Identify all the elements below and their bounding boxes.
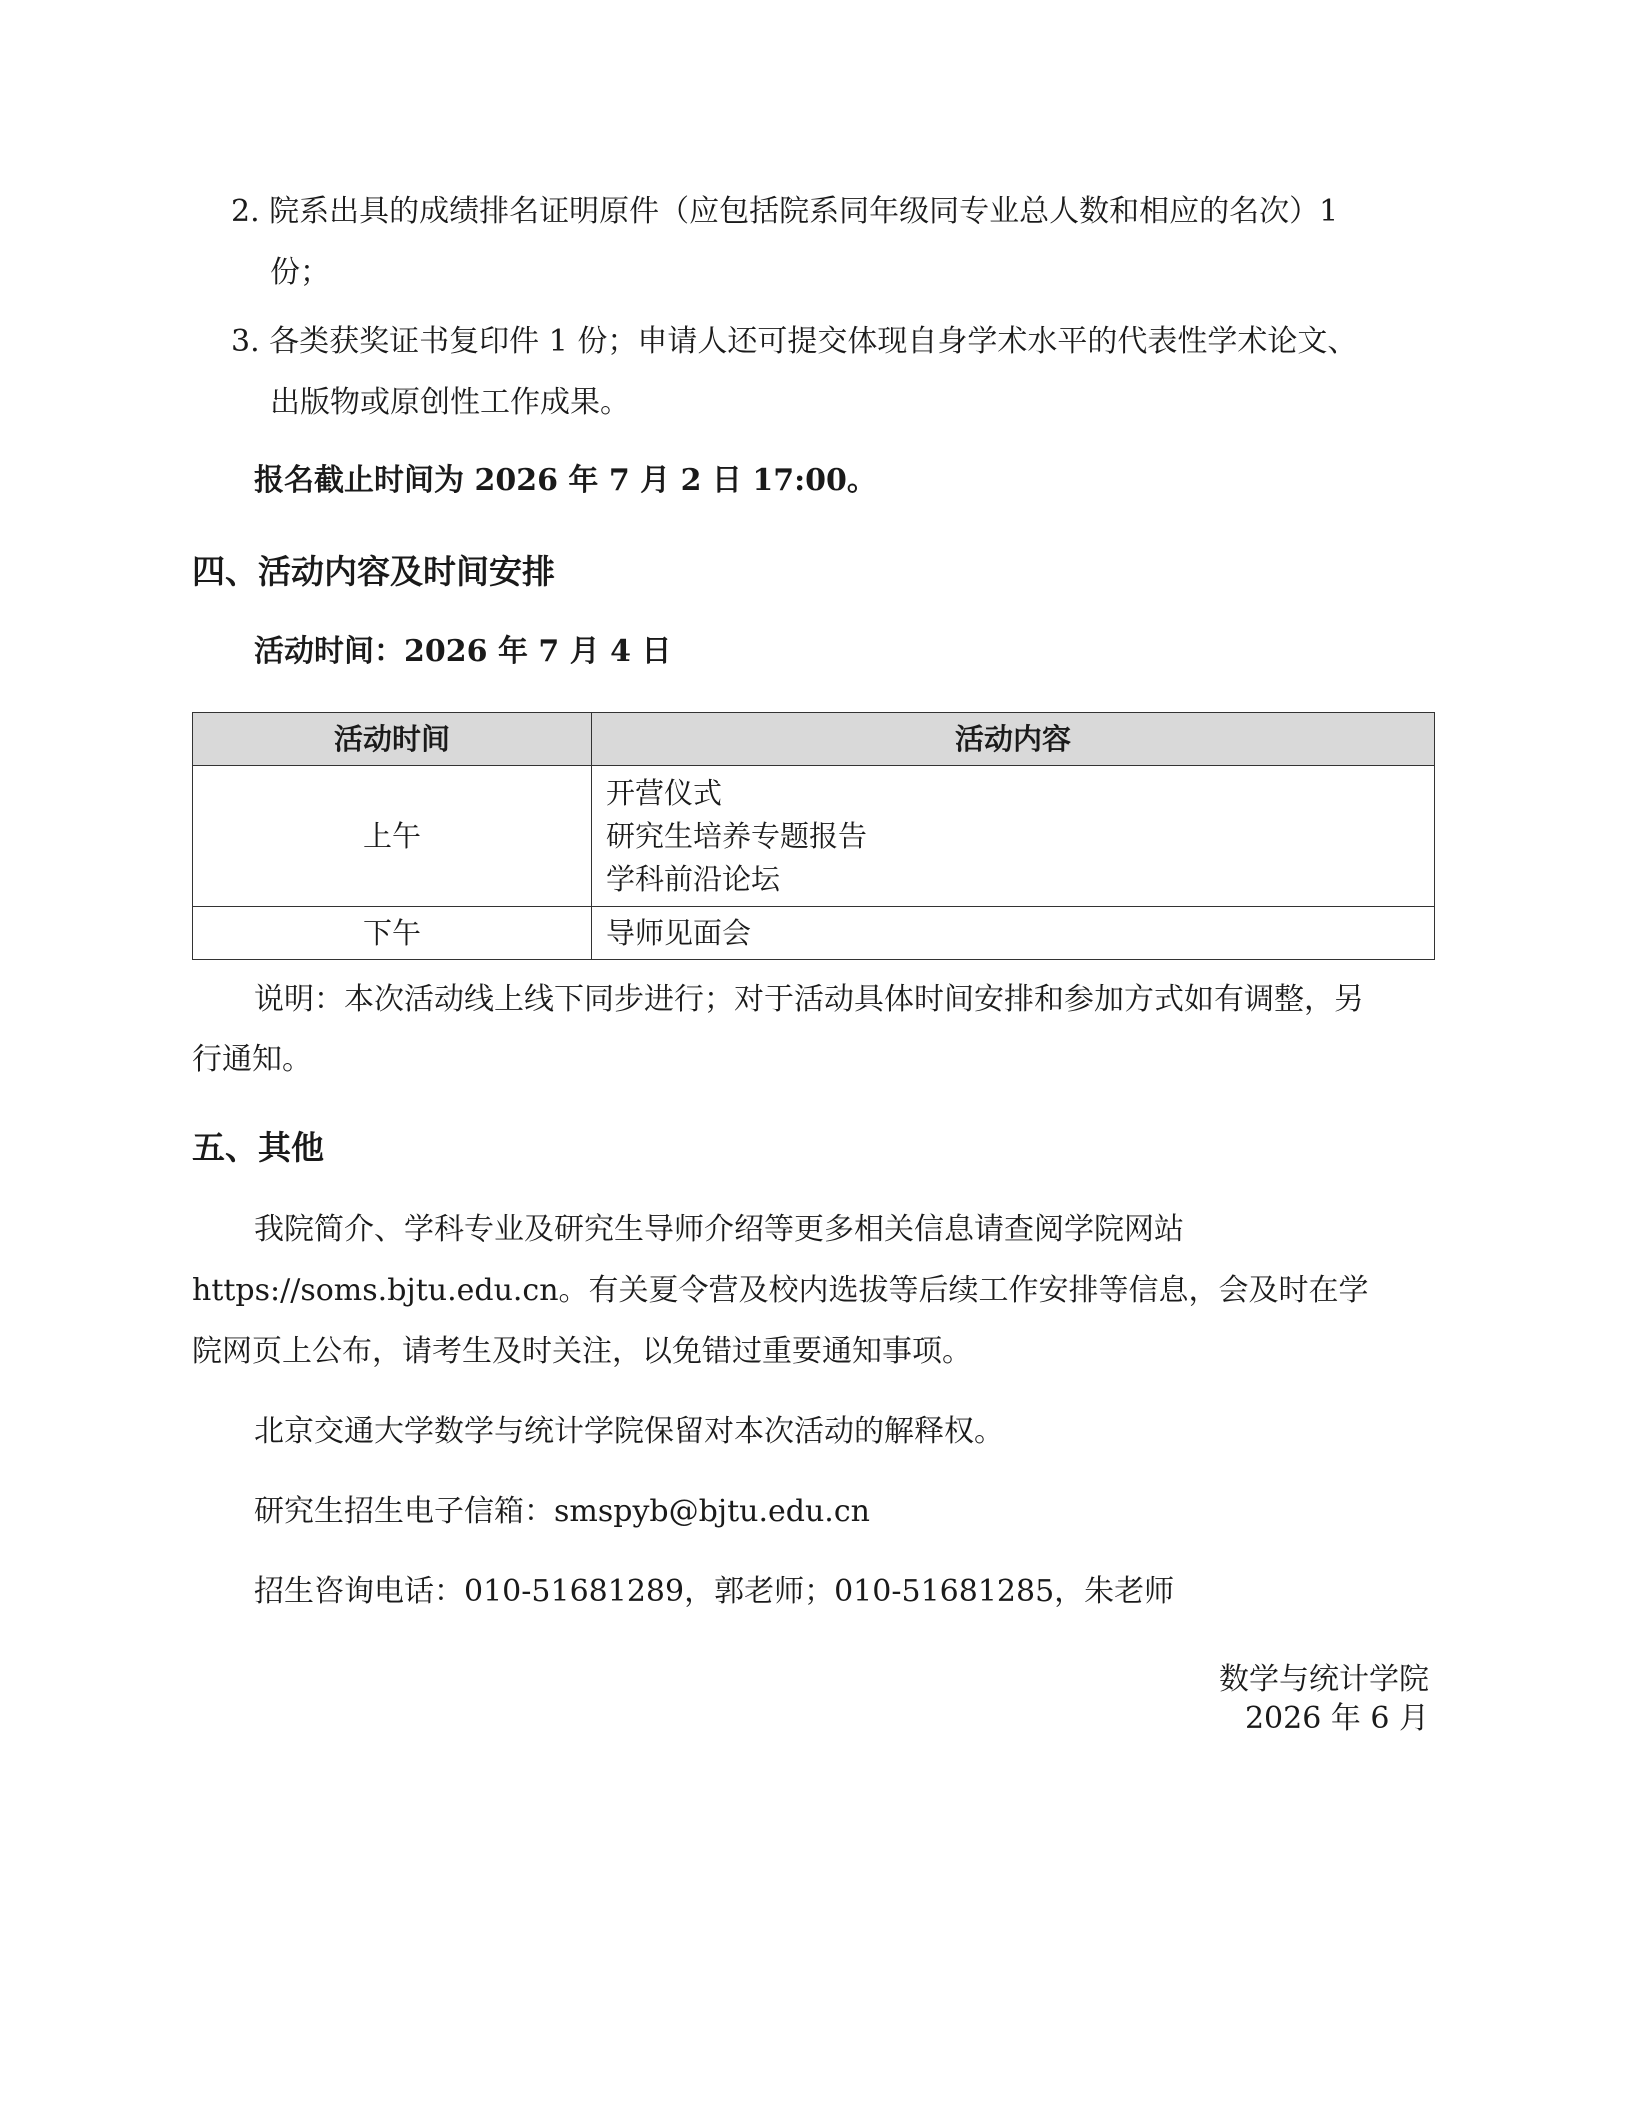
intro-paragraph-line2: https://soms.bjtu.edu.cn。有关夏令营及校内选拔等后续工作安排等信息，会及时在学 — [192, 1273, 1369, 1308]
table-header-row — [193, 713, 1435, 766]
table-header-content: 活动内容 — [592, 713, 1435, 766]
requirement-item-2: 2. 院系出具的成绩排名证明原件（应包括院系同年级同专业总人数和相应的名次）1 — [231, 194, 1339, 229]
signature-date: 2026 年 6 月 — [1244, 1701, 1429, 1736]
activity-item: 开营仪式 — [606, 775, 723, 810]
table-cell-time: 上午 — [193, 766, 592, 907]
intro-paragraph: 我院简介、学科专业及研究生导师介绍等更多相关信息请查阅学院网站 — [254, 1212, 1184, 1247]
section-4-heading: 四、活动内容及时间安排 — [192, 552, 555, 591]
table-row — [193, 907, 1435, 960]
requirement-item-2-cont: 份； — [270, 255, 330, 290]
table-cell-content — [592, 907, 1435, 960]
activity-item: 学科前沿论坛 — [606, 861, 781, 896]
table-cell-time: 下午 — [193, 907, 592, 960]
table-row — [193, 766, 1435, 907]
registration-deadline: 报名截止时间为 2026 年 7 月 2 日 17:00。 — [254, 463, 877, 498]
intro-paragraph-line3: 院网页上公布，请考生及时关注，以免错过重要通知事项。 — [192, 1334, 972, 1369]
schedule-table — [192, 712, 1435, 960]
contact-email: 研究生招生电子信箱：smspyb@bjtu.edu.cn — [254, 1494, 870, 1529]
schedule-note: 说明：本次活动线上线下同步进行；对于活动具体时间安排和参加方式如有调整，另 — [254, 982, 1364, 1017]
rights-statement: 北京交通大学数学与统计学院保留对本次活动的解释权。 — [254, 1414, 1004, 1449]
contact-phone: 招生咨询电话：010-51681289，郭老师；010-51681285，朱老师 — [254, 1574, 1175, 1609]
activity-item: 导师见面会 — [606, 915, 752, 950]
requirement-item-3-cont: 出版物或原创性工作成果。 — [270, 385, 630, 420]
requirement-item-3: 3. 各类获奖证书复印件 1 份；申请人还可提交体现自身学术水平的代表性学术论文、 — [231, 324, 1358, 359]
schedule-note-cont: 行通知。 — [192, 1042, 312, 1077]
section-5-heading: 五、其他 — [192, 1128, 324, 1167]
signature-org: 数学与统计学院 — [1219, 1662, 1429, 1697]
table-cell-content — [592, 766, 1435, 907]
table-header-time: 活动时间 — [193, 713, 592, 766]
activity-item: 研究生培养专题报告 — [606, 818, 868, 853]
activity-date: 活动时间：2026 年 7 月 4 日 — [254, 634, 672, 669]
